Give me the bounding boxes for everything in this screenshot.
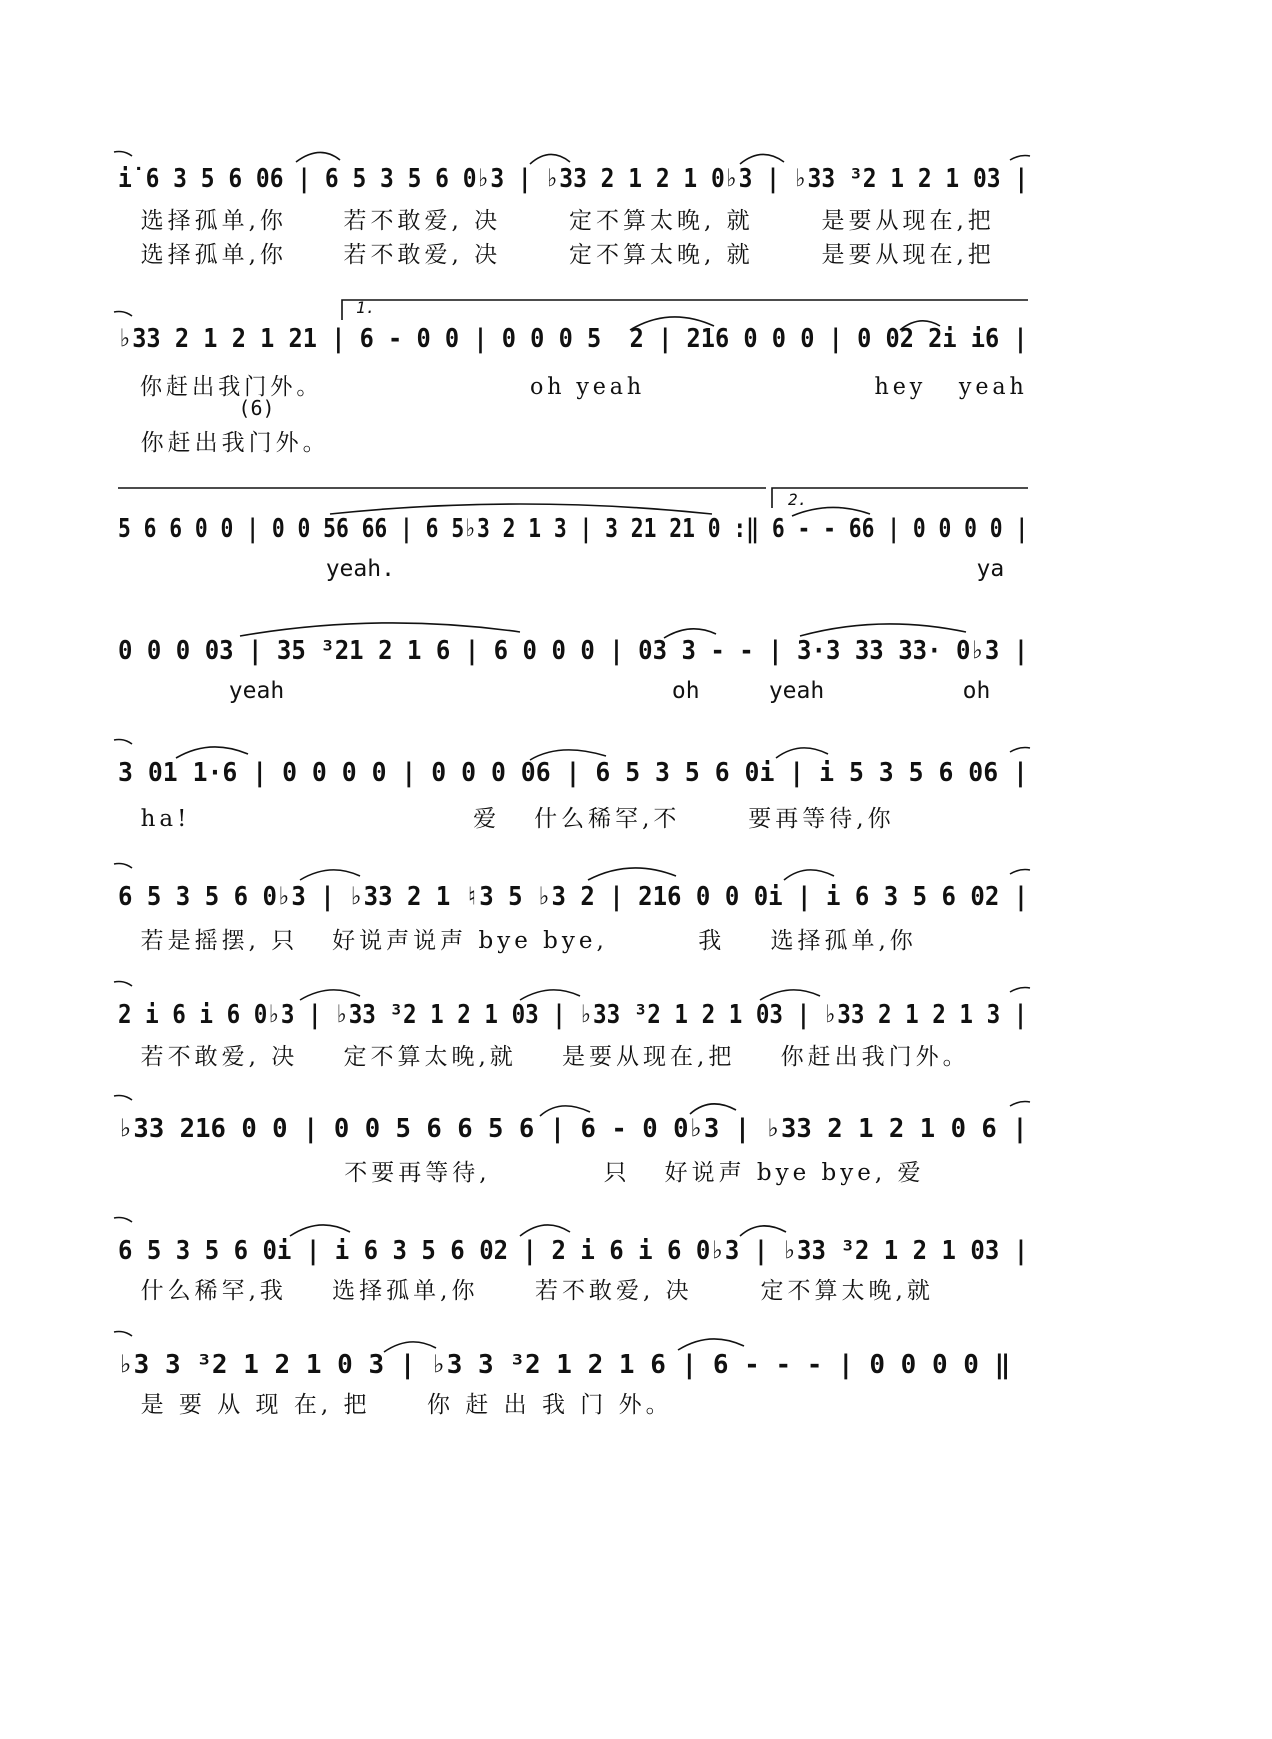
lyric-line: 选择孤单,你 若不敢爱, 决 定不算太晚, 就 是要从现在,把	[118, 208, 995, 234]
tie-mark	[114, 740, 132, 745]
notation-line: i̇ 6 3 5 6 06 | 6 5 3 5 6 0♭3 | ♭33 2 1 2 1 0♭3 | ♭33 ³2 1 2 1 03 |	[118, 164, 1029, 194]
volta-label: 1.	[356, 298, 376, 317]
volta-bracket	[342, 300, 1028, 320]
tie-mark	[776, 748, 828, 758]
lyric-line: yeah. ya	[118, 556, 1005, 582]
lyric-line: yeah oh yeah oh	[118, 678, 991, 704]
notation-line: 6 5 3 5 6 0♭3 | ♭33 2 1 ♮3 5 ♭3 2 | 216 0 0 0i | i 6 3 5 6 02 |	[118, 882, 1029, 912]
tie-mark	[290, 1225, 350, 1236]
tie-mark	[520, 990, 580, 1000]
tie-mark	[1010, 870, 1030, 875]
tie-mark	[740, 1226, 786, 1236]
tie-mark	[300, 990, 360, 1000]
tie-mark	[690, 1104, 736, 1114]
notation-line: 6 5 3 5 6 0i | i 6 3 5 6 02 | 2 i 6 i 6 0♭3 | ♭33 ³2 1 2 1 03 |	[118, 1236, 1029, 1266]
lyric-line: ha! 爱 什么稀罕,不 要再等待,你	[118, 806, 895, 832]
notation-line: 2 i 6 i 6 0♭3 | ♭33 ³2 1 2 1 03 | ♭33 ³2 1 2 1 03 | ♭33 2 1 2 1 3 |	[118, 1000, 1028, 1030]
tie-mark	[740, 154, 784, 164]
tie-mark	[520, 1225, 570, 1236]
tie-mark	[1010, 748, 1030, 753]
tie-mark	[240, 623, 520, 636]
tie-mark	[114, 312, 132, 317]
lyric-line: 你赶出我门外。 oh yeah hey yeah	[118, 374, 1028, 400]
notation-line: 3 01 1·6 | 0 0 0 0 | 0 0 0 06 | 6 5 3 5 6 0i | i 5 3 5 6 06 |	[118, 758, 1028, 788]
tie-mark	[300, 870, 360, 880]
lyric-line: 是 要 从 现 在, 把 你 赶 出 我 门 外。	[118, 1392, 673, 1418]
tie-mark	[114, 1218, 132, 1223]
tie-mark	[1010, 156, 1030, 161]
lyric-line: (6)	[118, 396, 275, 420]
tie-mark	[114, 864, 132, 869]
tie-mark	[784, 870, 834, 880]
tie-mark	[1010, 988, 1030, 993]
tie-mark	[800, 624, 966, 636]
tie-mark	[588, 868, 676, 880]
notation-line: 5 6 6 0 0 | 0 0 56 66 | 6 5♭3 2 1 3 | 3 21 21 0 :‖ 6 - - 66 | 0 0 0 0 |	[118, 514, 1029, 544]
lyric-line: 不要再等待, 只 好说声 bye bye, 爱	[118, 1160, 925, 1186]
tie-mark	[678, 1339, 744, 1350]
volta-bracket	[772, 488, 1028, 508]
tie-mark	[114, 152, 132, 157]
tie-mark	[114, 1332, 132, 1337]
tie-mark	[760, 990, 820, 1000]
notation-line: ♭33 2 1 2 1 21 | 6 - 0 0 | 0 0 0 5 2 | 216 0 0 0 | 0 02 2i i6 |	[118, 324, 1028, 354]
tie-mark	[296, 152, 340, 162]
notation-line: 0 0 0 03 | 35 ³21 2 1 6 | 6 0 0 0 | 03 3 - - | 3·3 33 33· 0♭3 |	[118, 636, 1029, 666]
notation-line: ♭33 216 0 0 | 0 0 5 6 6 5 6 | 6 - 0 0♭3 | ♭33 2 1 2 1 0 6 |	[118, 1114, 1028, 1144]
lyric-line: 你赶出我门外。	[118, 430, 330, 456]
lyric-line: 若是摇摆, 只 好说声说声 bye bye, 我 选择孤单,你	[118, 928, 917, 954]
lyric-line: 选择孤单,你 若不敢爱, 决 定不算太晚, 就 是要从现在,把	[118, 242, 995, 268]
tie-mark	[114, 1096, 132, 1101]
tie-mark	[114, 982, 132, 987]
tie-mark	[530, 154, 570, 164]
tie-mark	[330, 504, 712, 514]
lyric-line: 什么稀罕,我 选择孤单,你 若不敢爱, 决 定不算太晚,就	[118, 1278, 934, 1304]
tie-mark	[176, 747, 248, 758]
notation-line: ♭3 3 ³2 1 2 1 0 3 | ♭3 3 ³2 1 2 1 6 | 6 - - - | 0 0 0 0 ‖	[118, 1350, 1011, 1380]
lyric-line: 若不敢爱, 决 定不算太晚,就 是要从现在,把 你赶出我门外。	[118, 1044, 970, 1070]
tie-mark	[1010, 1102, 1030, 1107]
volta-label: 2.	[788, 490, 808, 509]
